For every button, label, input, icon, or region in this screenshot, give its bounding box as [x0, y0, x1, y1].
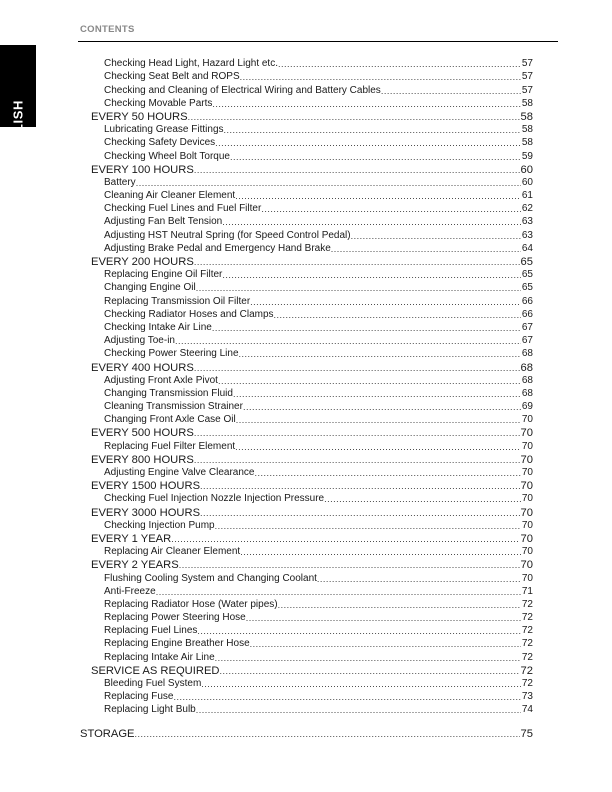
toc-entry-title: Anti-Freeze	[104, 585, 156, 597]
toc-entry-title: EVERY 1500 HOURS	[91, 480, 201, 493]
dot-leader	[201, 678, 521, 690]
dot-leader	[235, 190, 521, 202]
toc-entry[interactable]	[0, 637, 612, 650]
toc-entry[interactable]	[0, 519, 612, 532]
toc-section-heading[interactable]	[0, 163, 612, 176]
toc-entry-title: EVERY 500 HOURS	[91, 427, 194, 440]
dot-leader	[222, 269, 520, 281]
toc-section-heading[interactable]	[0, 110, 612, 123]
dot-leader	[188, 111, 520, 123]
toc-entry-title: Adjusting Front Axle Pivot	[104, 374, 218, 386]
dot-leader	[194, 256, 520, 268]
dot-leader	[230, 151, 521, 163]
table-of-contents	[0, 57, 612, 740]
dot-leader	[136, 177, 521, 189]
toc-entry[interactable]	[0, 611, 612, 624]
toc-entry-title: Adjusting Engine Valve Clearance	[104, 467, 255, 478]
dot-leader	[331, 243, 521, 255]
toc-entry-page-number: 69	[521, 401, 533, 413]
dot-leader	[215, 137, 521, 149]
dot-leader	[250, 296, 521, 308]
dot-leader	[215, 520, 521, 532]
toc-entry-title: Replacing Radiator Hose (Water pipes)	[104, 598, 278, 610]
toc-entry-title: Flushing Cooling System and Changing Coolant	[104, 572, 317, 584]
toc-entry[interactable]	[0, 268, 612, 281]
dot-leader	[194, 164, 520, 176]
toc-entry-title: Changing Transmission Fluid	[104, 387, 233, 399]
toc-entry-page-number: 58	[521, 97, 533, 109]
toc-entry-title: Adjusting Fan Belt Tension	[104, 216, 223, 228]
toc-entry-title: EVERY 200 HOURS	[91, 256, 194, 268]
toc-entry-title: Checking Radiator Hoses and Clamps	[104, 308, 274, 320]
dot-leader	[197, 625, 520, 637]
toc-entry[interactable]	[0, 97, 612, 110]
toc-entry-page-number: 59	[521, 150, 533, 162]
dot-leader	[194, 427, 520, 439]
toc-entry[interactable]	[0, 70, 612, 83]
toc-entry-page-number: 68	[520, 361, 533, 374]
toc-entry-title: Replacing Power Steering Hose	[104, 612, 246, 624]
dot-leader	[173, 691, 520, 703]
dot-leader	[381, 85, 521, 97]
toc-entry-title: Checking Movable Parts	[104, 97, 213, 109]
toc-entry[interactable]	[0, 413, 612, 426]
toc-entry-page-number: 72	[521, 678, 533, 689]
toc-entry-page-number: 63	[521, 229, 533, 241]
toc-entry-page-number: 70	[521, 519, 533, 531]
toc-entry-title: Checking Injection Pump	[104, 519, 215, 531]
toc-entry-page-number: 70	[521, 546, 533, 558]
dot-leader	[171, 533, 519, 545]
toc-entry[interactable]	[0, 228, 612, 241]
toc-entry-title: Checking Head Light, Hazard Light etc.	[104, 58, 278, 70]
toc-entry-page-number: 67	[521, 335, 533, 347]
toc-entry-title: Checking and Cleaning of Electrical Wiring and Battery Cables	[104, 84, 381, 96]
toc-entry-page-number: 70	[520, 453, 533, 466]
dot-leader	[278, 599, 521, 611]
toc-entry[interactable]	[0, 571, 612, 584]
toc-entry-page-number: 63	[521, 216, 533, 228]
toc-entry-page-number: 72	[520, 664, 533, 677]
toc-entry[interactable]	[0, 202, 612, 215]
dot-leader	[235, 441, 521, 453]
dot-leader	[196, 704, 521, 716]
toc-entry-page-number: 70	[520, 427, 533, 440]
toc-entry-page-number: 72	[521, 598, 533, 610]
dot-leader	[196, 282, 521, 294]
toc-entry-title: Replacing Transmission Oil Filter	[104, 295, 251, 307]
toc-section-heading[interactable]	[0, 360, 612, 373]
toc-entry[interactable]	[0, 57, 612, 70]
toc-entry-title: Replacing Engine Oil Filter	[104, 269, 223, 281]
dot-leader	[179, 559, 520, 571]
toc-section-heading[interactable]	[0, 479, 612, 492]
toc-entry-page-number: 71	[521, 585, 533, 597]
dot-leader	[317, 573, 521, 585]
dot-leader	[236, 414, 521, 426]
dot-leader	[220, 665, 520, 677]
toc-entry[interactable]	[0, 149, 612, 162]
toc-entry-page-number: 65	[521, 282, 533, 294]
dot-leader	[212, 98, 520, 110]
toc-entry-title: Battery	[104, 176, 136, 188]
toc-section-heading[interactable]	[0, 558, 612, 571]
dot-leader	[261, 203, 521, 215]
toc-entry-page-number: 68	[521, 348, 533, 360]
toc-entry-page-number: 72	[521, 612, 533, 624]
toc-entry-title: EVERY 1 YEAR	[91, 532, 172, 545]
toc-entry-title: Replacing Fuel Lines	[104, 625, 198, 637]
dot-leader	[218, 375, 521, 387]
toc-entry-title: Replacing Light Bulb	[104, 704, 196, 716]
dot-leader	[351, 230, 521, 242]
toc-entry[interactable]	[0, 624, 612, 637]
dot-leader	[254, 467, 520, 479]
toc-entry-title: Adjusting Toe-in	[104, 335, 175, 347]
toc-entry-title: Lubricating Grease Fittings	[104, 124, 224, 136]
toc-entry[interactable]	[0, 321, 612, 334]
toc-entry-page-number: 72	[521, 625, 533, 637]
toc-entry-page-number: 57	[521, 71, 533, 83]
toc-section-heading[interactable]	[0, 255, 612, 268]
toc-entry[interactable]	[0, 677, 612, 690]
dot-leader	[135, 728, 520, 740]
toc-entry-page-number: 70	[521, 414, 533, 426]
dot-leader	[156, 586, 521, 598]
toc-entry[interactable]	[0, 294, 612, 307]
toc-entry-page-number: 74	[521, 704, 533, 716]
toc-entry-title: Replacing Air Cleaner Element	[104, 546, 241, 558]
toc-entry[interactable]	[0, 308, 612, 321]
toc-entry-title: Checking Seat Belt and ROPS	[104, 71, 240, 83]
toc-entry-title: EVERY 100 HOURS	[91, 163, 194, 176]
toc-entry[interactable]	[0, 242, 612, 255]
dot-leader	[175, 335, 521, 347]
toc-entry-page-number: 70	[521, 467, 533, 478]
toc-entry[interactable]	[0, 400, 612, 413]
toc-entry[interactable]	[0, 690, 612, 703]
toc-entry-title: Cleaning Transmission Strainer	[104, 401, 243, 413]
dot-leader	[274, 309, 521, 321]
toc-entry[interactable]	[0, 650, 612, 663]
toc-entry-title: EVERY 3000 HOURS	[91, 506, 201, 519]
language-tab-label: ENGLISH	[10, 100, 26, 162]
toc-section-heading[interactable]	[0, 426, 612, 439]
toc-entry-page-number: 60	[521, 176, 533, 188]
toc-entry-title: Checking Fuel Lines and Fuel Filter	[104, 203, 262, 215]
toc-entry-page-number: 75	[520, 727, 533, 740]
dot-leader	[194, 454, 520, 466]
toc-entry-page-number: 62	[521, 203, 533, 215]
toc-entry[interactable]	[0, 387, 612, 400]
toc-entry-page-number: 70	[521, 493, 533, 505]
toc-entry[interactable]	[0, 585, 612, 598]
toc-entry-page-number: 72	[521, 651, 533, 663]
toc-entry-page-number: 60	[520, 163, 533, 176]
toc-entry-page-number: 66	[521, 295, 533, 307]
toc-entry-title: STORAGE	[80, 727, 135, 740]
toc-entry[interactable]	[0, 466, 612, 479]
toc-entry-title: Cleaning Air Cleaner Element	[104, 190, 236, 202]
toc-entry[interactable]	[0, 703, 612, 716]
toc-entry-title: EVERY 800 HOURS	[91, 453, 194, 466]
dot-leader	[233, 388, 521, 400]
toc-entry-page-number: 70	[520, 559, 533, 572]
toc-entry-page-number: 68	[521, 374, 533, 386]
toc-entry-page-number: 70	[520, 506, 533, 519]
toc-entry[interactable]	[0, 347, 612, 360]
toc-entry-page-number: 64	[521, 242, 533, 254]
dot-leader	[243, 401, 521, 413]
dot-leader	[239, 348, 521, 360]
toc-entry-title: EVERY 400 HOURS	[91, 361, 194, 374]
dot-leader	[212, 322, 521, 334]
toc-entry-page-number: 57	[521, 58, 533, 70]
toc-entry[interactable]	[0, 83, 612, 96]
dot-leader	[278, 58, 521, 70]
toc-entry-page-number: 73	[521, 691, 533, 703]
toc-entry-page-number: 61	[521, 190, 533, 202]
dot-leader	[240, 71, 521, 83]
toc-entry[interactable]	[0, 492, 612, 505]
toc-entry[interactable]	[0, 215, 612, 228]
dot-leader	[222, 216, 521, 228]
toc-entry[interactable]	[0, 374, 612, 387]
toc-entry-title: Changing Engine Oil	[104, 282, 196, 294]
toc-entry[interactable]	[0, 123, 612, 136]
dot-leader	[224, 124, 521, 136]
header-divider	[78, 41, 558, 42]
toc-entry-page-number: 68	[521, 387, 533, 399]
toc-entry[interactable]	[0, 281, 612, 294]
toc-entry-title: Changing Front Axle Case Oil	[104, 414, 236, 426]
toc-entry-title: Checking Power Steering Line	[104, 348, 239, 360]
toc-section-heading[interactable]	[0, 664, 612, 677]
dot-leader	[194, 362, 520, 374]
toc-entry-title: EVERY 50 HOURS	[91, 110, 188, 123]
toc-entry-title: Adjusting Brake Pedal and Emergency Hand Brake	[104, 242, 331, 254]
toc-entry-page-number: 67	[521, 321, 533, 333]
dot-leader	[240, 546, 521, 558]
toc-entry-page-number: 58	[520, 110, 533, 123]
toc-entry-page-number: 70	[521, 440, 533, 452]
toc-chapter-entry[interactable]	[0, 726, 612, 739]
toc-entry[interactable]	[0, 176, 612, 189]
toc-entry-page-number: 57	[521, 84, 533, 96]
toc-entry-title: Replacing Fuel Filter Element	[104, 440, 236, 452]
toc-entry-page-number: 66	[521, 308, 533, 320]
toc-entry-page-number: 65	[520, 256, 533, 268]
toc-entry-page-number: 58	[521, 124, 533, 136]
dot-leader	[215, 652, 521, 664]
toc-entry[interactable]	[0, 136, 612, 149]
toc-entry-page-number: 65	[521, 269, 533, 281]
toc-entry-title: Bleeding Fuel System	[104, 678, 202, 689]
toc-entry[interactable]	[0, 545, 612, 558]
toc-entry-page-number: 58	[521, 137, 533, 149]
toc-entry-title: Checking Safety Devices	[104, 137, 216, 149]
toc-entry[interactable]	[0, 598, 612, 611]
toc-entry-page-number: 72	[521, 638, 533, 650]
toc-entry-title: Replacing Fuse	[104, 691, 174, 703]
dot-leader	[250, 638, 521, 650]
toc-entry-title: Checking Intake Air Line	[104, 321, 212, 333]
toc-section-heading[interactable]	[0, 505, 612, 518]
toc-entry-title: Checking Wheel Bolt Torque	[104, 150, 230, 162]
toc-entry-page-number: 70	[520, 532, 533, 545]
dot-leader	[200, 507, 520, 519]
dot-leader	[324, 493, 521, 505]
toc-entry[interactable]	[0, 439, 612, 452]
toc-entry-page-number: 70	[521, 572, 533, 584]
dot-leader	[246, 612, 521, 624]
page-header-title: CONTENTS	[80, 24, 135, 35]
toc-entry-title: Replacing Intake Air Line	[104, 651, 215, 663]
toc-entry-title: SERVICE AS REQUIRED	[91, 664, 220, 677]
toc-entry[interactable]	[0, 189, 612, 202]
toc-section-heading[interactable]	[0, 532, 612, 545]
toc-entry[interactable]	[0, 334, 612, 347]
toc-entry-title: Replacing Engine Breather Hose	[104, 638, 250, 650]
dot-leader	[200, 480, 520, 492]
toc-entry-title: Checking Fuel Injection Nozzle Injection Pressure	[104, 493, 325, 505]
toc-section-heading[interactable]	[0, 453, 612, 466]
toc-entry-title: Adjusting HST Neutral Spring (for Speed Control Pedal)	[104, 229, 351, 241]
toc-entry-page-number: 70	[520, 480, 533, 493]
toc-entry-title: EVERY 2 YEARS	[91, 559, 179, 572]
